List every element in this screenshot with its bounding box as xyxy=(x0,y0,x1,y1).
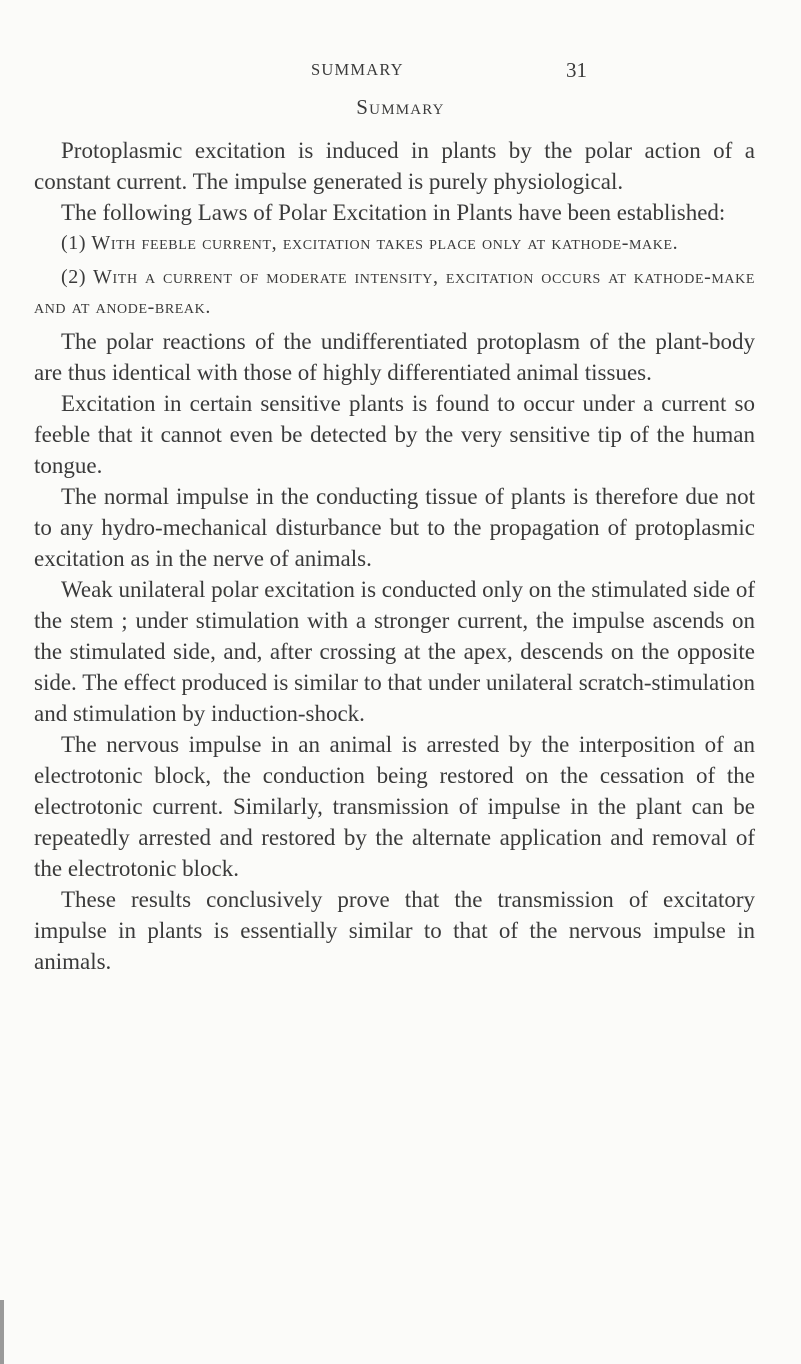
paragraph-1: Protoplasmic excitation is induced in plants by the polar action of a constant current. The impulse generated is purely physiological. xyxy=(34,138,755,194)
paragraph-6: Weak unilateral polar excitation is conducted only on the stimulated side of the stem ; under stimulation with a stronger current, the impulse ascends on the stimulated side, and, after crossing at the apex, descends on the opposite side. The effect produced is similar to that under unilateral scratch-stimulation and stimulation by induction-shock. xyxy=(34,577,755,726)
page-edge-shadow xyxy=(0,1300,4,1364)
page-number: 31 xyxy=(566,58,587,82)
paragraph-8: These results conclusively prove that the transmission of excitatory impulse in plants is essentially similar to that of the nervous impulse in animals. xyxy=(34,887,755,974)
body-text xyxy=(34,135,755,977)
paragraph-5: The normal impulse in the conducting tissue of plants is therefore due not to any hydro-mechanical disturbance but to the propagation of protoplasmic excitation as in the nerve of animals. xyxy=(34,484,755,571)
running-head: SUMMARY xyxy=(311,60,404,79)
paragraph-4: Excitation in certain sensitive plants is found to occur under a current so feeble that it cannot even be detected by the very sensitive tip of the human tongue. xyxy=(34,391,755,478)
paragraph-3: The polar reactions of the undifferentiated protoplasm of the plant-body are thus identical with those of highly differentiated animal tissues. xyxy=(34,329,755,385)
paragraph-7: The nervous impulse in an animal is arrested by the interposition of an electrotonic block, the conduction being restored on the cessation of the electrotonic current. Similarly, transmission of impulse in the plant can be repeatedly arrested and restored by the alternate application and removal of the electrotonic block. xyxy=(34,732,755,881)
law-1: (1) With feeble current, excitation takes place only at kathode-make. xyxy=(61,232,679,254)
section-heading: Summary xyxy=(356,95,445,119)
paragraph-2: The following Laws of Polar Excitation in Plants have been established: xyxy=(61,200,726,225)
law-2: (2) With a current of moderate intensity, excitation occurs at kathode-make and at anode-break. xyxy=(34,266,755,318)
